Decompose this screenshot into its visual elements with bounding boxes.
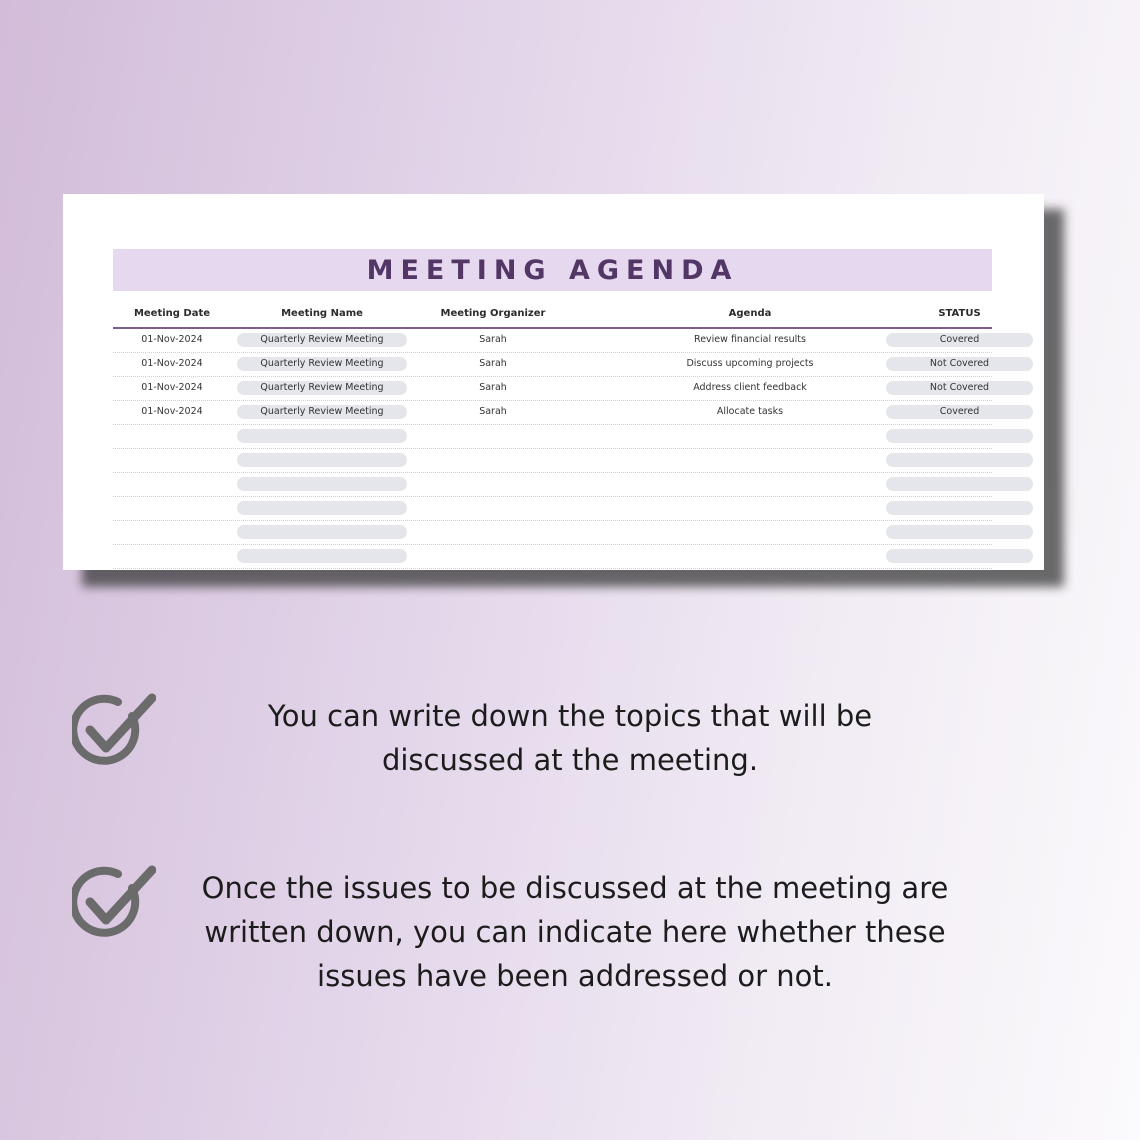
empty-table-row xyxy=(113,545,992,569)
agenda-cell[interactable]: Review financial results xyxy=(694,334,806,345)
empty-table-row xyxy=(113,425,992,449)
meeting-name-dropdown[interactable]: Quarterly Review Meeting xyxy=(237,357,407,371)
meeting-name-dropdown[interactable] xyxy=(237,429,407,443)
table-row xyxy=(113,353,992,377)
column-header-meeting-name[interactable]: Meeting Name xyxy=(281,308,363,319)
column-header-meeting-date[interactable]: Meeting Date xyxy=(133,308,211,319)
feature-line: written down, you can indicate here whether these xyxy=(204,915,946,949)
agenda-cell[interactable]: Allocate tasks xyxy=(716,406,784,417)
status-dropdown[interactable] xyxy=(886,549,1033,563)
date-cell[interactable]: 01-Nov-2024 xyxy=(141,334,203,345)
meeting-name-dropdown[interactable] xyxy=(237,477,407,491)
table-header xyxy=(113,305,992,329)
agenda-cell[interactable]: Discuss upcoming projects xyxy=(686,358,814,369)
empty-table-row xyxy=(113,449,992,473)
column-header-status[interactable]: STATUS xyxy=(938,308,981,319)
sheet-title: MEETING AGENDA xyxy=(366,254,739,286)
status-dropdown[interactable]: Not Covered xyxy=(886,357,1033,371)
empty-table-row xyxy=(113,569,992,570)
feature-description xyxy=(140,866,1010,998)
feature-line: issues have been addressed or not. xyxy=(317,959,833,993)
agenda-cell[interactable]: Address client feedback xyxy=(693,382,807,393)
table-row xyxy=(113,401,992,425)
feature-description xyxy=(190,694,950,782)
organizer-cell[interactable]: Sarah xyxy=(479,406,507,417)
status-dropdown[interactable]: Covered xyxy=(886,333,1033,347)
title-bar xyxy=(113,249,992,291)
organizer-cell[interactable]: Sarah xyxy=(479,382,507,393)
table-body xyxy=(113,329,992,570)
status-dropdown[interactable] xyxy=(886,429,1033,443)
column-header-meeting-organizer[interactable]: Meeting Organizer xyxy=(440,308,546,319)
feature-line: You can write down the topics that will be xyxy=(267,699,873,733)
table-row xyxy=(113,377,992,401)
meeting-name-dropdown[interactable] xyxy=(237,525,407,539)
meeting-name-dropdown[interactable]: Quarterly Review Meeting xyxy=(237,333,407,347)
meeting-name-dropdown[interactable] xyxy=(237,453,407,467)
status-dropdown[interactable] xyxy=(886,525,1033,539)
check-circle-icon xyxy=(72,690,156,770)
date-cell[interactable]: 01-Nov-2024 xyxy=(141,382,203,393)
empty-table-row xyxy=(113,473,992,497)
meeting-name-dropdown[interactable] xyxy=(237,501,407,515)
meeting-name-dropdown[interactable]: Quarterly Review Meeting xyxy=(237,381,407,395)
spreadsheet-preview xyxy=(63,194,1044,570)
date-cell[interactable]: 01-Nov-2024 xyxy=(141,406,203,417)
empty-table-row xyxy=(113,497,992,521)
date-cell[interactable]: 01-Nov-2024 xyxy=(141,358,203,369)
meeting-name-dropdown[interactable] xyxy=(237,549,407,563)
table-row xyxy=(113,329,992,353)
feature-line: discussed at the meeting. xyxy=(381,743,759,777)
status-dropdown[interactable] xyxy=(886,477,1033,491)
status-dropdown[interactable]: Not Covered xyxy=(886,381,1033,395)
meeting-name-dropdown[interactable]: Quarterly Review Meeting xyxy=(237,405,407,419)
feature-line: Once the issues to be discussed at the meeting are xyxy=(201,871,949,905)
status-dropdown[interactable] xyxy=(886,501,1033,515)
organizer-cell[interactable]: Sarah xyxy=(479,334,507,345)
status-dropdown[interactable] xyxy=(886,453,1033,467)
status-dropdown[interactable]: Covered xyxy=(886,405,1033,419)
organizer-cell[interactable]: Sarah xyxy=(479,358,507,369)
column-header-agenda[interactable]: Agenda xyxy=(728,308,772,319)
empty-table-row xyxy=(113,521,992,545)
